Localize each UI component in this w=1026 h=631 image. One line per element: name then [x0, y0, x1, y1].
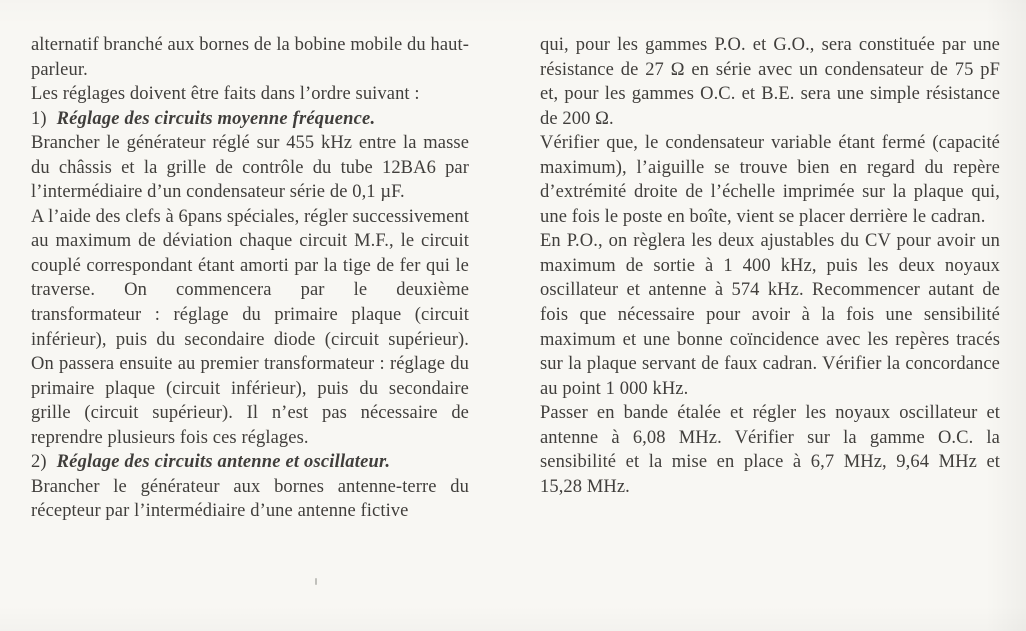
paragraph: alternatif branché aux bornes de la bobine mobile du haut-parleur. [31, 35, 469, 80]
paragraph: A l’aide des clefs à 6pans spéciales, régler successivement au maximum de déviation chaque circuit M.F., le circuit couplé correspondant étant amorti par la tige de fer qui le traverse. On commencera par le deuxième transformateur : réglage du primaire plaque (circuit inférieur), puis du secondaire diode (circuit supérieur). On passera ensuite au premier transformateur : réglage du primaire plaque (circuit inférieur), puis du secondaire grille (circuit supérieur). Il n’est pas nécessaire de reprendre plusieurs fois ces réglages. [31, 206, 469, 448]
text-column-right [540, 33, 1000, 499]
text-column-left [31, 33, 469, 524]
section-heading [31, 107, 469, 132]
heading-text: Réglage des circuits moyenne fréquence. [56, 108, 376, 129]
paragraph: Passer en bande étalée et régler les noyaux oscillateur et antenne à 6,08 MHz. Vérifier sur la gamme O.C. la sensibilité et la mise en place à 6,7 MHz, 9,64 MHz et 15,28 MHz. [540, 403, 1000, 497]
paragraph: Brancher le générateur réglé sur 455 kHz entre la masse du châssis et la grille de contrôle du tube 12BA6 par l’intermédiaire d’un condensateur série de 0,1 µF. [31, 133, 469, 203]
scan-artifact-speck [315, 578, 317, 585]
heading-number: 2) [31, 452, 47, 473]
heading-number: 1) [31, 108, 47, 129]
paragraph: qui, pour les gammes P.O. et G.O., sera constituée par une résistance de 27 Ω en série avec un condensateur de 75 pF et, pour les gammes O.C. et B.E. sera une simple résistance de 200 Ω. [540, 35, 1000, 129]
paragraph: Brancher le générateur aux bornes antenne-terre du récepteur par l’intermédiaire d’une antenne fictive [31, 476, 469, 522]
section-heading [31, 450, 469, 475]
paragraph: Les réglages doivent être faits dans l’ordre suivant : [31, 84, 420, 105]
paragraph: En P.O., on règlera les deux ajustables du CV pour avoir un maximum de sortie à 1 400 kHz, puis les deux noyaux oscillateur et antenne à 574 kHz. Recommencer autant de fois que nécessaire pour avoir à la fois une sensibilité maximum et une bonne coïncidence avec les repères tracés sur la plaque servant de faux cadran. Vérifier la concordance au point 1 000 kHz. [540, 231, 1000, 399]
heading-text: Réglage des circuits antenne et oscillateur. [56, 452, 391, 473]
paragraph: Vérifier que, le condensateur variable étant fermé (capacité maximum), l’aiguille se trouve bien en regard du repère d’extrémité droite de l’échelle imprimée sur la plaque qui, une fois le poste en boîte, vient se placer derrière le cadran. [540, 133, 1000, 227]
